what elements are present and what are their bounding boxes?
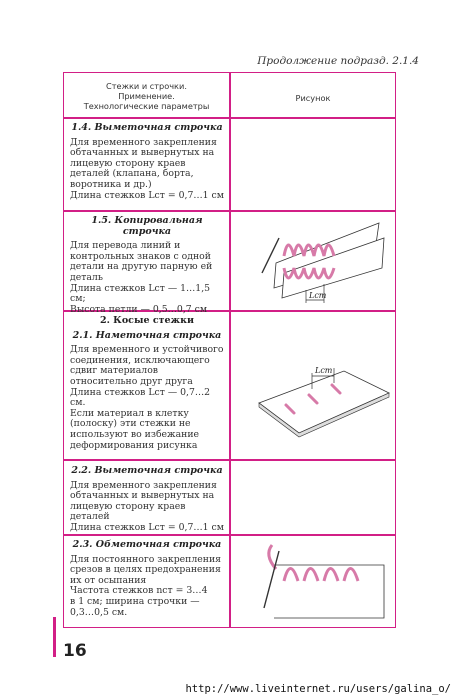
row-title: 2.2. Выметочная строчка: [71, 465, 223, 476]
stitch-table: [63, 72, 396, 628]
row-text: Для перевода линий и контрольных знаков с одной детали на другую парную ей деталь: [70, 240, 213, 283]
row-text: Частота стежков nст = 3…4: [70, 585, 208, 597]
row-text: лицевую сторону краев деталей: [70, 500, 186, 523]
row-text: Для постоянного закрепления срезов в целях предохранения их от осыпания: [70, 553, 222, 586]
row-text: лицевую сторону краев деталей (клапана, борта, воротника и др.): [70, 157, 194, 190]
header-line-2: Применение.: [118, 91, 175, 101]
overcast-stitch-figure: [254, 543, 392, 623]
copy-stitch-figure: [254, 218, 392, 306]
row-text: Длина стежков Lст = 0,7…1 см: [70, 189, 224, 201]
row-2-2: [70, 466, 224, 534]
row-text: обтачанных и вывернутых на: [70, 490, 215, 502]
stitch-length-label: Lст: [315, 366, 333, 375]
row-title: 1.5. Копировальная строчка: [91, 215, 203, 237]
row-text: Высота петли — 0,5…0,7 см: [70, 303, 208, 315]
row-text: Для временного закрепления: [70, 136, 217, 148]
diagonal-stitch-figure: [254, 363, 392, 448]
row-text: Длина стежков Lст — 1…1,5 см;: [70, 282, 211, 305]
page-number-bar: [53, 617, 56, 657]
row-text: обтачанных и вывернутых на: [70, 147, 215, 159]
row-text: Для временного и устойчивого соединения, исключающего сдвиг материалов относительно друг друга: [70, 344, 224, 387]
row-text: в 1 см; ширина строчки —: [70, 595, 200, 607]
row-divider: [64, 534, 395, 536]
continuation-caption: Продолжение подразд. 2.1.4: [257, 55, 419, 67]
row-text: Если материал в клетку (полоску) эти стежки не используют во избежание деформирования рисунка: [70, 407, 200, 451]
header-line-1: Стежки и строчки.: [106, 81, 187, 91]
source-url: http://www.liveinternet.ru/users/galina_o/: [185, 683, 451, 695]
row-title: 2.1. Наметочная строчка: [72, 329, 222, 341]
header-right-column: Рисунок: [295, 93, 331, 103]
row-divider: [64, 117, 395, 119]
page-number: 16: [63, 641, 87, 661]
row-2-1: [70, 316, 224, 451]
row-divider: [64, 210, 395, 212]
row-1-4: [70, 123, 224, 201]
row-2-3: [70, 540, 224, 618]
group-title: 2. Косые стежки: [99, 315, 195, 326]
header-line-3: Технологические параметры: [83, 101, 210, 111]
row-1-5: [70, 216, 224, 315]
row-title: 1.4. Выметочная строчка: [71, 122, 223, 133]
column-divider: [229, 73, 231, 627]
row-divider: [64, 459, 395, 461]
stitch-length-label: Lст: [309, 291, 327, 300]
header-left-column: [64, 81, 229, 111]
row-text: Для временного закрепления: [70, 479, 217, 491]
row-text: Длина стежков Lст = 0,7…1 см: [70, 521, 224, 533]
row-text: Длина стежков Lст — 0,7…2 см.: [70, 386, 211, 409]
row-text: 0,3…0,5 см.: [70, 606, 128, 618]
row-title: 2.3. Обметочная строчка: [72, 539, 222, 550]
